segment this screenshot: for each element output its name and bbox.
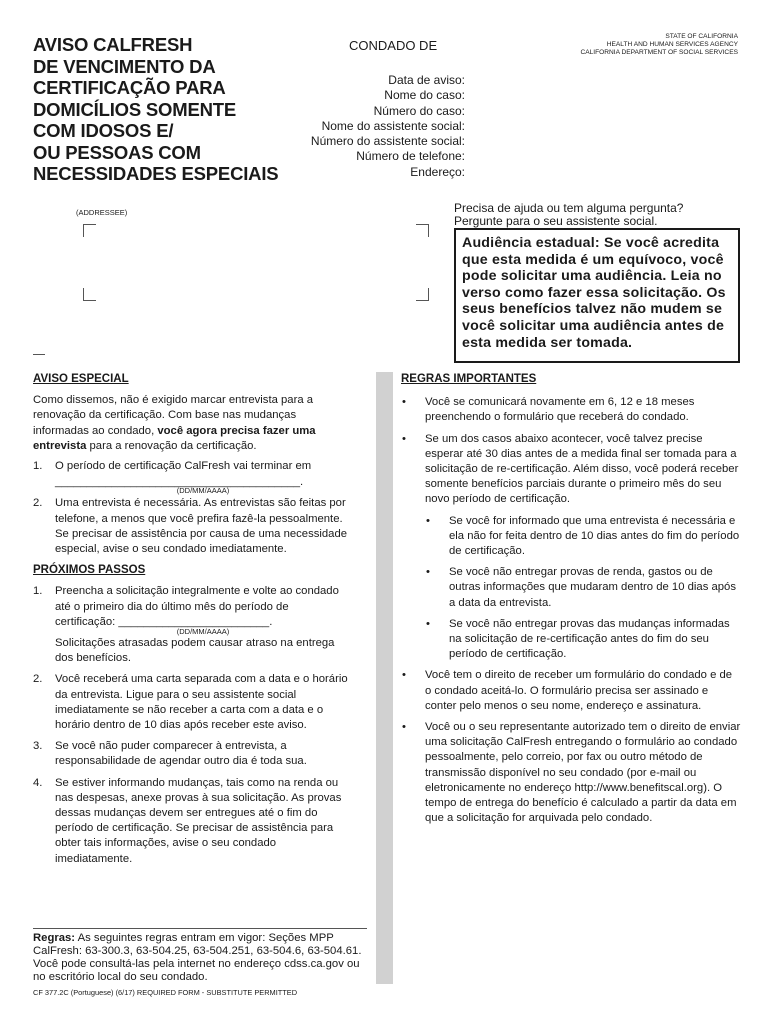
item-text: Você receberá uma carta separada com a data e o horário da entrevista. Ligue para o seu assistente social imediatamente se não receber a carta com a data e o horário dentro de 10 dias após receber este aviso. bbox=[55, 673, 348, 732]
next-steps-heading: PRÓXIMOS PASSOS bbox=[33, 564, 146, 577]
date-blank: _______________________________________. bbox=[55, 476, 304, 489]
bullet-mark: • bbox=[402, 721, 406, 734]
rule-text: Se você não entregar provas das mudanças informadas na solicitação de re-certificação antes do fim do seu período de certificação. bbox=[449, 617, 730, 661]
rule-text: Se um dos casos abaixo acontecer, você talvez precise esperar até 30 dias antes de a medida final ser tomada para a solicitação de re-certificação. Além disso, você poderá receber somente benefícios parciais durante o primeiro mês do seu novo período de certificação. bbox=[425, 432, 739, 506]
worker-name-label: Nome do assistente social: bbox=[321, 118, 465, 133]
item-number: 2. bbox=[33, 673, 43, 686]
case-info-fields bbox=[311, 73, 465, 180]
rule-sub-bullet bbox=[425, 514, 741, 560]
address-window-corner bbox=[416, 288, 429, 301]
item-number: 1. bbox=[33, 460, 43, 473]
worker-number-label: Número do assistente social: bbox=[310, 134, 465, 149]
next-steps-item bbox=[33, 584, 351, 666]
left-column bbox=[33, 372, 351, 867]
bullet-mark: • bbox=[402, 432, 406, 445]
bullet-mark: • bbox=[426, 617, 430, 630]
rule-sub-bullet bbox=[425, 565, 741, 611]
item-number: 3. bbox=[33, 740, 43, 753]
help-line: Precisa de ajuda ou tem alguma pergunta? bbox=[454, 201, 684, 215]
addressee-label: (ADDRESSEE) bbox=[76, 208, 128, 217]
title-line: OU PESSOAS COM bbox=[33, 141, 201, 163]
rule-text: Você se comunicará novamente em 6, 12 e 18 meses preenchendo o formulário que receberá do condado. bbox=[425, 396, 695, 424]
rule-text: Se você for informado que uma entrevista é necessária e ela não for feita dentro de 10 dias antes do fim do período de certificação. bbox=[449, 514, 740, 558]
special-notice-intro bbox=[33, 393, 351, 454]
date-format-caption: (DD/MM/AAAA) bbox=[176, 486, 230, 496]
notice-title bbox=[33, 34, 298, 185]
special-notice-heading: AVISO ESPECIAL bbox=[33, 373, 129, 385]
help-text bbox=[454, 202, 683, 228]
rule-text: Se você não entregar provas de renda, gastos ou de outras informações que mudaram dentro de 10 dias após a data da entrevista. bbox=[449, 566, 736, 609]
title-line: DE VENCIMENTO DA bbox=[33, 55, 216, 77]
fold-mark bbox=[33, 354, 45, 355]
title-line: NECESSIDADES ESPECIAIS bbox=[33, 163, 279, 184]
title-line: DOMICÍLIOS SOMENTE bbox=[33, 98, 236, 120]
address-window-corner bbox=[416, 224, 429, 237]
next-steps-item bbox=[33, 672, 351, 733]
bullet-mark: • bbox=[426, 514, 430, 527]
agency-line: HEALTH AND HUMAN SERVICES AGENCY bbox=[606, 41, 738, 48]
phone-number-label: Número de telefone: bbox=[356, 149, 465, 164]
intro-bold-text: você agora precisa fazer uma entrevista bbox=[33, 424, 316, 452]
address-label: Endereço: bbox=[410, 164, 465, 179]
address-window-corner bbox=[83, 224, 96, 237]
rule-bullet bbox=[401, 432, 741, 508]
address-window-corner bbox=[83, 288, 96, 301]
special-notice-item bbox=[33, 459, 351, 495]
bullet-mark: • bbox=[402, 669, 406, 682]
rule-sub-bullet bbox=[425, 617, 741, 663]
rule-bullet bbox=[401, 668, 741, 714]
county-label: CONDADO DE bbox=[349, 38, 438, 53]
intro-text: Como dissemos, não é exigido marcar entrevista para a renovação da certificação. Com base nas mudanças informadas ao condado, bbox=[33, 394, 314, 437]
important-rules-heading: REGRAS IMPORTANTES bbox=[401, 373, 537, 385]
state-hearing-box bbox=[454, 228, 740, 363]
special-notice-item bbox=[33, 496, 351, 557]
agency-line: STATE OF CALIFORNIA bbox=[665, 33, 738, 40]
title-line: COM IDOSOS E/ bbox=[33, 120, 174, 141]
right-column bbox=[401, 372, 741, 832]
item-text: Se você não puder comparecer à entrevista, a responsabilidade de agendar outro dia é toda sua. bbox=[55, 740, 307, 768]
item-text: Preencha a solicitação integralmente e volte ao condado até o primeiro dia do último mês do período de certificação: ________________________. bbox=[55, 585, 339, 628]
item-text: O período de certificação CalFresh vai terminar em bbox=[55, 460, 312, 473]
item-number: 1. bbox=[33, 585, 43, 598]
item-text: Se estiver informando mudanças, tais como na renda ou nas despesas, anexe provas à sua solicitação. As provas dessas mudanças devem ser entregues até o fim do período de certificação. Se precisar de assistência para obter tais informações, avise o seu condado imediatamente. bbox=[55, 776, 342, 865]
rule-text: Você tem o direito de receber um formulário do condado e de o condado aceitá-lo. O formulário precisa ser assinado e conter pelo menos o seu nome, endereço e assinatura. bbox=[425, 669, 733, 712]
agency-block bbox=[580, 33, 738, 57]
form-identifier: CF 377.2C (Portuguese) (6/17) REQUIRED FORM - SUBSTITUTE PERMITTED bbox=[33, 988, 298, 997]
bullet-mark: • bbox=[402, 396, 406, 409]
rule-bullet bbox=[401, 395, 741, 425]
bullet-mark: • bbox=[426, 566, 430, 579]
notice-date-label: Data de aviso: bbox=[388, 73, 465, 87]
date-format-caption: (DD/MM/AAAA) bbox=[176, 627, 230, 637]
item-number: 4. bbox=[33, 776, 43, 789]
rules-text: As seguintes regras entram em vigor: Seções MPP CalFresh: 63-300.3, 63-504.25, 63-504.251, 63-504.6, 63-504.61. Você pode consultá-las pela internet no endereço cdss.ca.gov ou no escritório local do seu condado. bbox=[33, 932, 362, 983]
next-steps-item bbox=[33, 776, 351, 867]
case-name-label: Nome do caso: bbox=[384, 88, 465, 103]
agency-line: CALIFORNIA DEPARTMENT OF SOCIAL SERVICES bbox=[580, 49, 738, 56]
item-text: Solicitações atrasadas podem causar atraso na entrega dos benefícios. bbox=[55, 637, 335, 665]
item-text: Uma entrevista é necessária. As entrevistas são feitas por telefone, a menos que você prefira fazê-la pessoalmente. Se precisar de assistência por causa de uma necessidade especial, avise o seu condado imediatamente. bbox=[55, 497, 348, 556]
state-hearing-text: Audiência estadual: Se você acredita que esta medida é um equívoco, você pode solicitar uma audiência. Leia no verso como fazer essa solicitação. Os seus benefícios talvez não mudem se você solicitar uma audiência antes de esta medida ser tomada. bbox=[462, 235, 726, 351]
title-line: CERTIFICAÇÃO PARA bbox=[33, 77, 226, 98]
item-number: 2. bbox=[33, 497, 43, 510]
title-line: AVISO CALFRESH bbox=[33, 34, 193, 55]
help-line: Pergunte para o seu assistente social. bbox=[454, 214, 658, 228]
rule-bullet bbox=[401, 720, 741, 826]
next-steps-item bbox=[33, 739, 351, 769]
intro-end-text: para a renovação da certificação. bbox=[86, 439, 257, 452]
rules-box bbox=[33, 928, 367, 984]
rules-label: Regras: bbox=[33, 932, 76, 944]
case-number-label: Número do caso: bbox=[373, 103, 465, 118]
column-divider bbox=[376, 372, 393, 984]
rule-text: Você ou o seu representante autorizado tem o direito de enviar uma solicitação CalFresh entregando o formulário ao condado pessoalmente, pelo correio, por fax ou outro método de transmissão disponível no seu condado (por e-mail ou eletronicamente no endereço http://www.benefitscal.org). O tempo de entrega do benefício é calculado a partir da data em que a solicitação for arquivada pelo condado. bbox=[425, 721, 741, 825]
